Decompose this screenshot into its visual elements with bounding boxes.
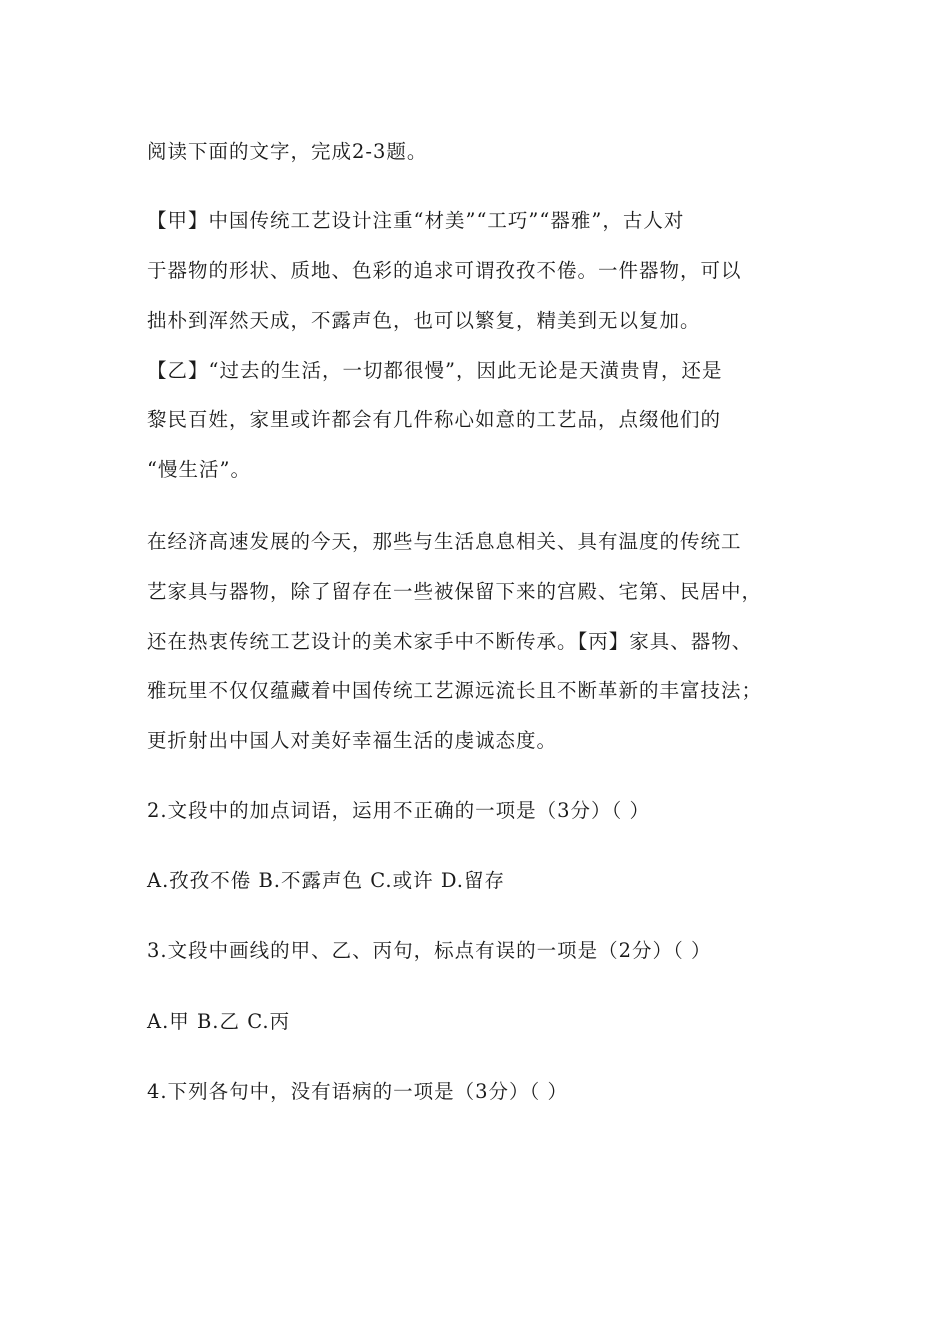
question-stem: 4.下列各句中，没有语病的一项是（3分）（ ） bbox=[147, 1080, 568, 1103]
question-options: A.孜孜不倦 B.不露声色 C.或许 D.留存 bbox=[147, 869, 505, 892]
passage-line: 更折射出中国人对美好幸福生活的虔诚态度。 bbox=[147, 729, 558, 752]
passage-line: “慢生活”。 bbox=[147, 458, 251, 481]
question-stem: 2.文段中的加点词语，运用不正确的一项是（3分）（ ） bbox=[147, 799, 650, 822]
passage-line: 黎民百姓，家里或许都会有几件称心如意的工艺品，点缀他们的 bbox=[147, 408, 722, 431]
passage-line: 于器物的形状、质地、色彩的追求可谓孜孜不倦。一件器物，可以 bbox=[147, 259, 742, 282]
passage-line: 拙朴到浑然天成，不露声色，也可以繁复，精美到无以复加。 bbox=[147, 309, 701, 332]
passage-line: 还在热衷传统工艺设计的美术家手中不断传承。【丙】家具、器物、 bbox=[147, 630, 753, 653]
passage-line: 在经济高速发展的今天，那些与生活息息相关、具有温度的传统工 bbox=[147, 530, 742, 553]
question-stem: 3.文段中画线的甲、乙、丙句，标点有误的一项是（2分）（ ） bbox=[147, 939, 712, 962]
intro-instruction: 阅读下面的文字，完成2-3题。 bbox=[147, 140, 428, 163]
passage-line: 艺家具与器物，除了留存在一些被保留下来的宫殿、宅第、民居中， bbox=[147, 580, 763, 603]
passage-line: 【乙】“过去的生活，一切都很慢”，因此无论是天潢贵胄，还是 bbox=[147, 359, 723, 382]
passage-line: 【甲】中国传统工艺设计注重“材美”“工巧”“器雅”，古人对 bbox=[147, 209, 685, 232]
passage-line: 雅玩里不仅仅蕴藏着中国传统工艺源远流长且不断革新的丰富技法； bbox=[147, 679, 763, 702]
question-options: A.甲 B.乙 C.丙 bbox=[147, 1010, 291, 1033]
